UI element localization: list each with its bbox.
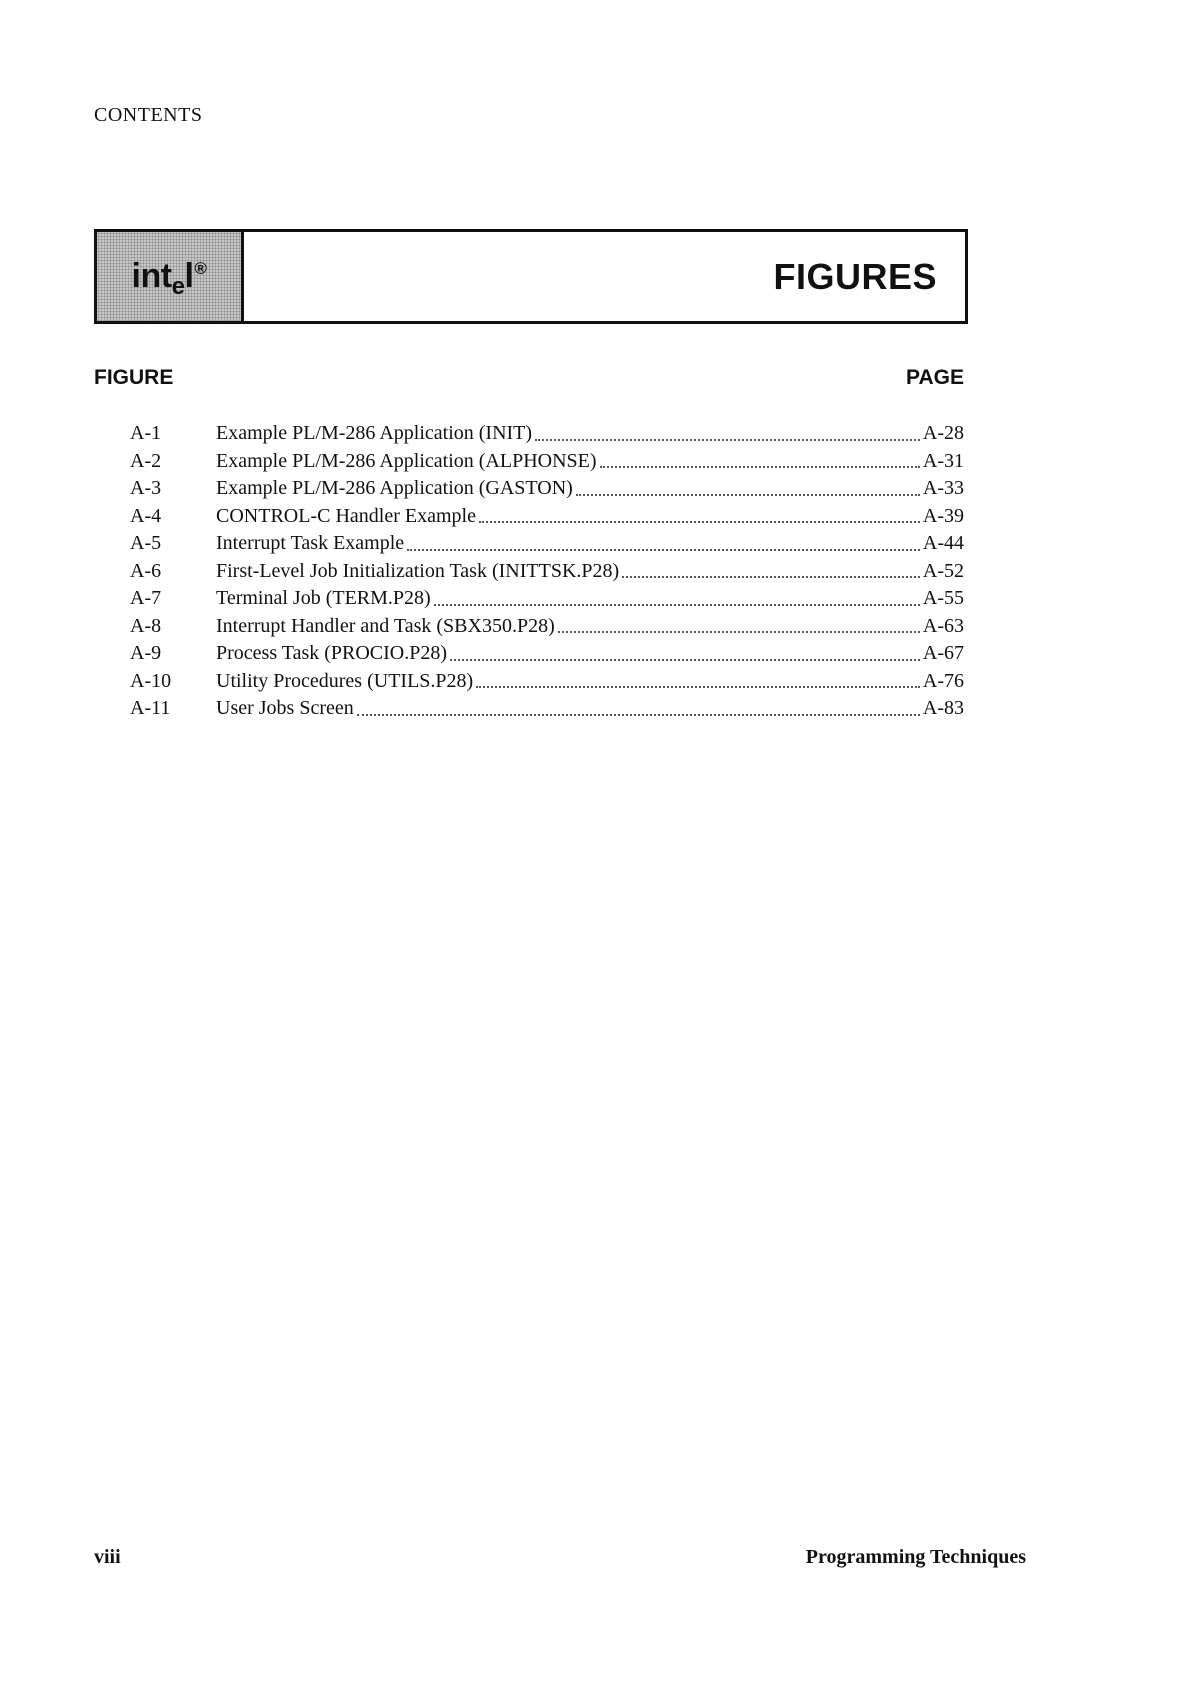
dot-leader — [479, 520, 920, 523]
toc-entry-title: Example PL/M-286 Application (ALPHONSE) — [216, 449, 597, 472]
toc-entry-title: First-Level Job Initialization Task (INITTSK.P28) — [216, 559, 620, 582]
dot-leader — [450, 658, 920, 661]
toc-entry-page: A-44 — [922, 532, 964, 554]
toc-entry-page: A-63 — [922, 614, 964, 637]
toc-entry — [130, 558, 964, 586]
toc-entry-number: A-11 — [130, 697, 171, 719]
page-number: viii — [94, 1546, 121, 1568]
toc-entry-number: A-4 — [130, 504, 162, 527]
dot-leader — [622, 575, 920, 578]
dot-leader — [600, 465, 920, 468]
figure-list — [130, 420, 964, 723]
figure-column-header: FIGURE — [94, 366, 174, 389]
toc-entry-page: A-33 — [922, 477, 964, 499]
dot-leader — [476, 685, 920, 688]
toc-entry-number: A-7 — [130, 587, 162, 609]
dot-leader — [576, 493, 920, 496]
toc-entry-title: User Jobs Screen — [216, 697, 354, 719]
intel-logo-text: int$_e$l® — [131, 257, 207, 300]
toc-entry-number: A-1 — [130, 422, 162, 444]
toc-entry-number: A-9 — [130, 642, 162, 664]
toc-entry-page: A-83 — [922, 697, 964, 719]
toc-entry — [130, 640, 964, 668]
toc-entry — [130, 503, 964, 531]
toc-entry-page: A-39 — [922, 504, 964, 527]
toc-entry-page: A-31 — [922, 449, 964, 472]
toc-entry-number: A-10 — [130, 669, 172, 692]
toc-entry-title: Terminal Job (TERM.P28) — [216, 587, 431, 609]
toc-entry — [130, 448, 964, 476]
toc-entry — [130, 530, 964, 558]
toc-entry-page: A-55 — [922, 587, 964, 609]
toc-entry-title: Example PL/M-286 Application (GASTON) — [216, 477, 573, 499]
page-column-header: PAGE — [906, 366, 964, 389]
section-title: FIGURES — [773, 255, 937, 297]
toc-entry-title: Process Task (PROCIO.P28) — [216, 642, 448, 664]
toc-entry — [130, 475, 964, 503]
toc-entry-title: CONTROL-C Handler Example — [216, 504, 476, 527]
dot-leader — [535, 438, 920, 441]
toc-entry — [130, 585, 964, 613]
dot-leader — [434, 603, 920, 606]
toc-entry-title: Utility Procedures (UTILS.P28) — [216, 669, 474, 692]
toc-entry-number: A-2 — [130, 449, 162, 472]
toc-entry-number: A-3 — [130, 477, 162, 499]
toc-entry-page: A-28 — [922, 422, 964, 444]
section-banner — [94, 229, 968, 324]
toc-entry-title: Interrupt Task Example — [216, 532, 405, 554]
intel-logo — [97, 232, 244, 321]
toc-entry-page: A-76 — [922, 669, 964, 692]
toc-entry-number: A-5 — [130, 532, 162, 554]
toc-entry — [130, 613, 964, 641]
toc-entry-page: A-67 — [922, 642, 964, 664]
dot-leader — [407, 548, 920, 551]
dot-leader — [558, 630, 920, 633]
toc-entry-number: A-8 — [130, 614, 162, 637]
toc-entry — [130, 420, 964, 448]
toc-entry — [130, 695, 964, 723]
toc-entry-number: A-6 — [130, 559, 162, 582]
toc-entry-page: A-52 — [922, 559, 964, 582]
running-head: CONTENTS — [94, 104, 203, 126]
dot-leader — [357, 713, 920, 716]
book-title: Programming Techniques — [805, 1546, 1026, 1568]
toc-entry-title: Interrupt Handler and Task (SBX350.P28) — [216, 614, 555, 637]
toc-entry — [130, 668, 964, 696]
toc-entry-title: Example PL/M-286 Application (INIT) — [216, 422, 533, 444]
